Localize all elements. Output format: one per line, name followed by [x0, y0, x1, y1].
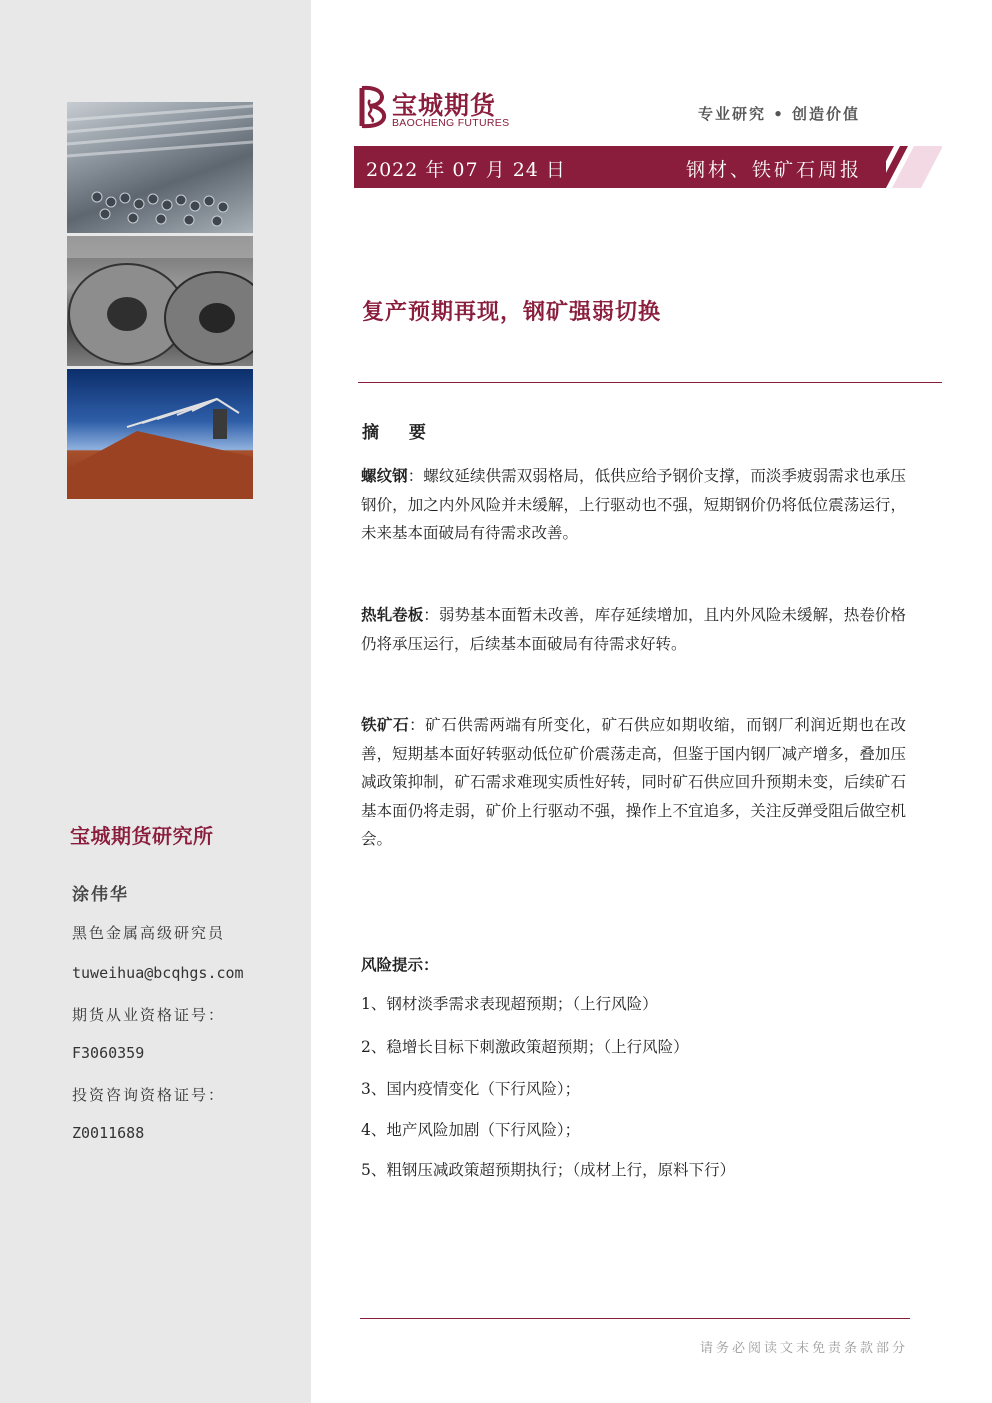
paragraph-lead: 铁矿石 [361, 716, 410, 734]
research-institute-name: 宝城期货研究所 [70, 824, 214, 848]
summary-heading: 摘 要 [362, 423, 438, 443]
risk-item: 5、粗钢压减政策超预期执行；（成材上行，原料下行） [361, 1161, 736, 1179]
analyst-email[interactable]: tuweihua@bcqhgs.com [72, 964, 244, 982]
report-type: 钢材、铁矿石周报 [685, 159, 862, 181]
paragraph-lead: 螺纹钢 [361, 467, 408, 485]
advisory-cert-number: Z0011688 [72, 1124, 145, 1142]
disclaimer-note: 请务必阅读文末免责条款部分 [699, 1341, 908, 1356]
risk-item: 1、钢材淡季需求表现超预期；（上行风险） [361, 995, 658, 1013]
risk-item: 4、地产风险加剧（下行风险）； [361, 1121, 581, 1139]
banner-stripes-decoration [858, 146, 942, 188]
headline-divider [358, 382, 942, 383]
summary-paragraph-rebar [361, 462, 906, 548]
futures-cert-label: 期货从业资格证号： [72, 1006, 226, 1024]
rebar-photo [67, 102, 253, 233]
logo-mark-icon [356, 84, 390, 130]
paragraph-text: ：矿石供需两端有所变化，矿石供应如期收缩，而钢厂利润近期也在改善，短期基本面好转驱动低位矿价震荡走高，但鉴于国内钢厂减产增多，叠加压减政策抑制，矿石需求难现实质性好转，同时矿石供应回升预期未变，后续矿石基本面仍将走弱，矿价上行驱动不强，操作上不宜追多，关注反弹受阻后做空机会。 [361, 716, 906, 849]
iron-ore-photo [67, 369, 253, 499]
paragraph-text: ：弱势基本面暂未改善，库存延续增加，且内外风险未缓解，热卷价格仍将承压运行，后续基本面破局有待需求好转。 [361, 606, 906, 653]
futures-cert-number: F3060359 [72, 1044, 145, 1062]
report-date: 2022 年 07 月 24 日 [366, 159, 566, 181]
footer-divider [360, 1318, 910, 1319]
logo-english-name: BAOCHENG FUTURES [392, 117, 510, 129]
report-headline: 复产预期再现，钢矿强弱切换 [362, 300, 662, 325]
company-logo [356, 84, 526, 132]
summary-paragraph-hot-rolled-coil [361, 601, 906, 658]
analyst-title: 黑色金属高级研究员 [72, 924, 226, 942]
paragraph-text: ：螺纹延续供需双弱格局，低供应给予钢价支撑，而淡季疲弱需求也承压钢价，加之内外风险并未缓解，上行驱动也不强，短期钢价仍将低位震荡运行，未来基本面破局有待需求改善。 [361, 467, 906, 543]
risk-item: 2、稳增长目标下刺激政策超预期；（上行风险） [361, 1038, 689, 1056]
risk-heading: 风险提示： [361, 956, 439, 974]
logo-chinese-name: 宝城期货 [392, 91, 497, 120]
slogan: 专业研究 • 创造价值 [698, 105, 861, 123]
title-banner [354, 146, 886, 188]
sidebar [0, 0, 311, 1403]
paragraph-lead: 热轧卷板 [361, 606, 424, 624]
summary-paragraph-iron-ore [361, 711, 906, 854]
risk-item: 3、国内疫情变化（下行风险）； [361, 1080, 581, 1098]
steel-coil-photo [67, 236, 253, 366]
advisory-cert-label: 投资咨询资格证号： [72, 1086, 226, 1104]
analyst-name: 涂伟华 [72, 885, 129, 905]
